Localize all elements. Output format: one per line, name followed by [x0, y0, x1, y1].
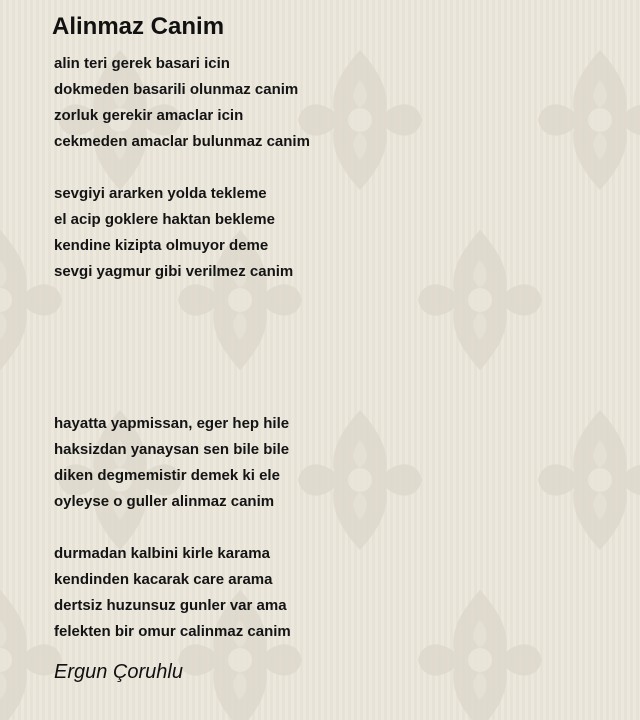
- poem-author: Ergun Çoruhlu: [54, 661, 183, 683]
- stanza-4: [54, 541, 291, 645]
- verse-line: sevgi yagmur gibi verilmez canim: [54, 263, 294, 280]
- verse-line: durmadan kalbini kirle karama: [54, 545, 270, 562]
- stanza-2: [54, 181, 293, 285]
- verse-line: sevgiyi ararken yolda tekleme: [54, 185, 267, 202]
- verse-line: kendine kizipta olmuyor deme: [54, 237, 269, 254]
- poem-title: Alinmaz Canim: [52, 13, 225, 40]
- stanza-3: [54, 411, 289, 515]
- verse-line: alin teri gerek basari icin: [54, 55, 230, 72]
- verse-line: el acip goklere haktan bekleme: [54, 211, 275, 228]
- verse-line: kendinden kacarak care arama: [54, 571, 273, 588]
- verse-line: oyleyse o guller alinmaz canim: [54, 493, 275, 510]
- verse-line: haksizdan yanaysan sen bile bile: [54, 441, 290, 458]
- stanza-1: [54, 51, 310, 155]
- verse-line: dertsiz huzunsuz gunler var ama: [54, 597, 287, 614]
- verse-line: zorluk gerekir amaclar icin: [54, 107, 244, 124]
- verse-line: diken degmemistir demek ki ele: [54, 467, 280, 484]
- verse-line: hayatta yapmissan, eger hep hile: [54, 415, 290, 432]
- verse-line: dokmeden basarili olunmaz canim: [54, 81, 299, 98]
- verse-line: felekten bir omur calinmaz canim: [54, 623, 291, 640]
- verse-line: cekmeden amaclar bulunmaz canim: [54, 133, 310, 150]
